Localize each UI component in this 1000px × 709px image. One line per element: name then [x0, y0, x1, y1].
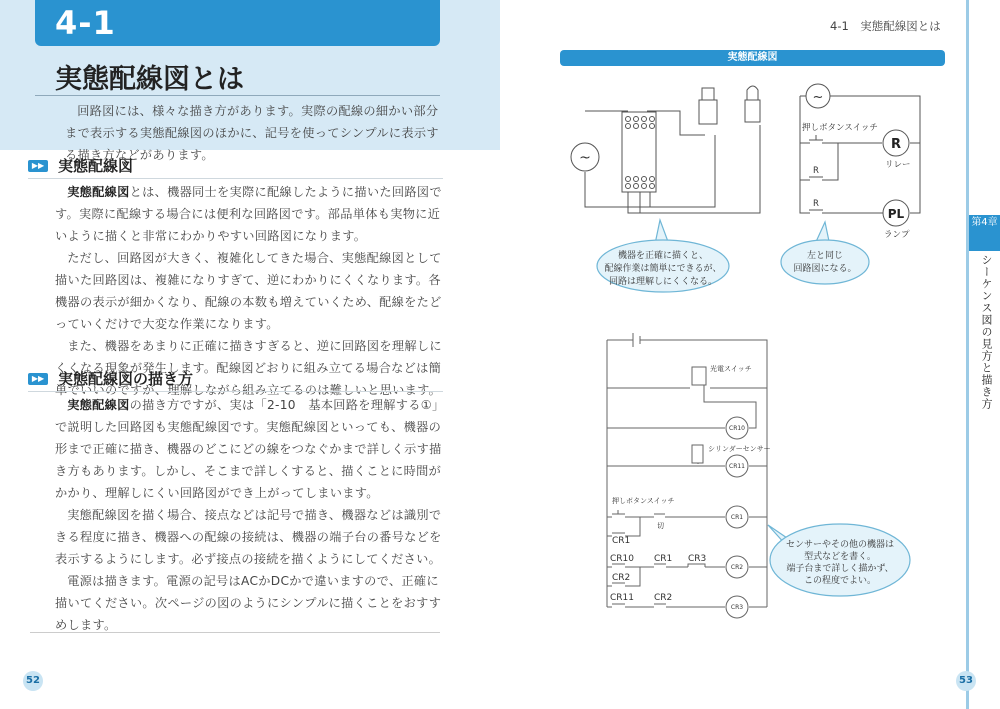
paragraph: 実態配線図を描く場合、接点などは記号で描き、機器などは識別できる程度に描き、機器への配線の接続は、機器の端子台の番号などを表示するようにします。必ず接点の接続を描くようにしてください。 — [55, 508, 442, 566]
svg-text:~: ~ — [579, 150, 591, 166]
paragraph: 実態配線図の描き方ですが、実は「2-10 基本回路を理解する①」で説明した回路図も実態配線図です。実態配線図といっても、機器の形まで正確に描き、機器のどこにどの線をつなぐかまで詳しく示す描き方もあります。しかし、そこまで詳しくすると、描くことに時間がかかり、理解しにくい回路図ができ上がってしまいます。 — [55, 398, 445, 500]
svg-text:R: R — [813, 166, 819, 176]
lamp-icon — [745, 86, 760, 122]
photo-switch-icon — [692, 367, 706, 385]
svg-text:切: 切 — [657, 522, 664, 530]
section-number: 4-1 — [35, 0, 440, 46]
svg-text:CR2: CR2 — [730, 564, 744, 571]
svg-text:CR1: CR1 — [730, 514, 744, 521]
speech-bubble-right — [781, 240, 869, 284]
chapter-tab[interactable]: 第4章 — [969, 215, 1000, 251]
svg-text:CR10: CR10 — [610, 554, 634, 564]
svg-text:端子台まで詳しく描かず、: 端子台まで詳しく描かず、 — [786, 564, 894, 574]
svg-text:回路図になる。: 回路図になる。 — [793, 264, 857, 274]
cylinder-sensor-icon — [692, 445, 703, 463]
svg-text:機器を正確に描くと、: 機器を正確に描くと、 — [617, 251, 709, 261]
svg-text:シリンダーセンサー: シリンダーセンサー — [708, 445, 771, 453]
svg-text:光電スイッチ: 光電スイッチ — [710, 365, 752, 373]
svg-text:CR1: CR1 — [612, 536, 631, 546]
pushbutton-icon — [699, 88, 717, 124]
paragraph: 電源は描きます。電源の記号はACかDCかで違いますので、正確に描いてください。次ページの図のようにシンプルに描くことをおすすめします。 — [55, 574, 442, 632]
svg-text:CR1: CR1 — [654, 554, 673, 564]
page-number-left: 52 — [23, 671, 43, 691]
svg-text:この程度でよい。: この程度でよい。 — [803, 576, 877, 586]
intro-paragraph: 回路図には、様々な描き方があります。実際の配線の細かい部分まで表示する実態配線図のほかに、記号を使ってシンプルに表示する描き方などがあります。 — [65, 104, 439, 162]
svg-text:配線作業は簡単にできるが、: 配線作業は簡単にできるが、 — [604, 264, 722, 274]
svg-text:センサーやその他の機器は: センサーやその他の機器は — [785, 540, 895, 550]
sequence-ladder-diagram — [607, 333, 771, 618]
paragraph: 実態配線図とは、機器同士を実際に配線したように描いた回路図です。実際に配線する場合には便利な回路図です。部品単体も実物に近いように描くと非常にわかりやすい回路図になります。 — [55, 185, 442, 243]
svg-text:CR2: CR2 — [654, 593, 673, 603]
svg-text:CR3: CR3 — [688, 554, 707, 564]
svg-text:CR11: CR11 — [610, 593, 634, 603]
page-number-right: 53 — [956, 671, 976, 691]
svg-text:CR10: CR10 — [729, 425, 745, 432]
double-arrow-icon: ▶▶ — [28, 160, 48, 172]
section-heading-text: 実態配線図の描き方 — [58, 370, 194, 388]
svg-text:型式などを書く。: 型式などを書く。 — [804, 552, 876, 562]
svg-text:PL: PL — [887, 207, 905, 221]
figure-title: 実態配線図 — [560, 50, 945, 66]
svg-text:CR11: CR11 — [729, 463, 745, 470]
svg-text:R: R — [890, 137, 902, 152]
page-title: 実態配線図とは — [55, 64, 244, 95]
svg-text:回路は理解しにくくなる。: 回路は理解しにくくなる。 — [608, 277, 718, 287]
chapter-title: シーケンス図の見方と描き方 — [980, 254, 993, 410]
svg-text:押しボタンスイッチ: 押しボタンスイッチ — [612, 497, 675, 505]
paragraph: また、機器をあまりに正確に描きすぎると、逆に回路図を理解しにくくなる現象が発生します。配線図どおりに組み立てる場合などは簡単でいいのですが、理解しながら組み立てるのは難しいと思います。 — [55, 339, 442, 397]
section-heading-text: 実態配線図 — [58, 157, 134, 175]
svg-text:R: R — [813, 199, 819, 209]
double-arrow-icon: ▶▶ — [28, 373, 48, 385]
paragraph: ただし、回路図が大きく、複雑化してきた場合、実態配線図として描いた回路図は、複雑になりすぎて、逆にわかりにくくなります。各機器の表示が細かくなり、配線の本数も増えていくため、配線をたどっていくだけで大変な作業になります。 — [55, 251, 442, 331]
svg-text:~: ~ — [812, 90, 824, 105]
svg-text:押しボタンスイッチ: 押しボタンスイッチ — [802, 123, 878, 133]
realistic-wiring-diagram — [571, 86, 760, 213]
svg-text:ランプ: ランプ — [884, 230, 910, 240]
svg-text:左と同じ: 左と同じ — [806, 251, 844, 261]
simple-ladder-diagram — [800, 84, 920, 240]
svg-text:リレー: リレー — [885, 160, 911, 170]
svg-text:CR3: CR3 — [730, 604, 744, 611]
running-header: 4-1 実態配線図とは — [830, 19, 941, 33]
svg-text:CR2: CR2 — [612, 573, 631, 583]
